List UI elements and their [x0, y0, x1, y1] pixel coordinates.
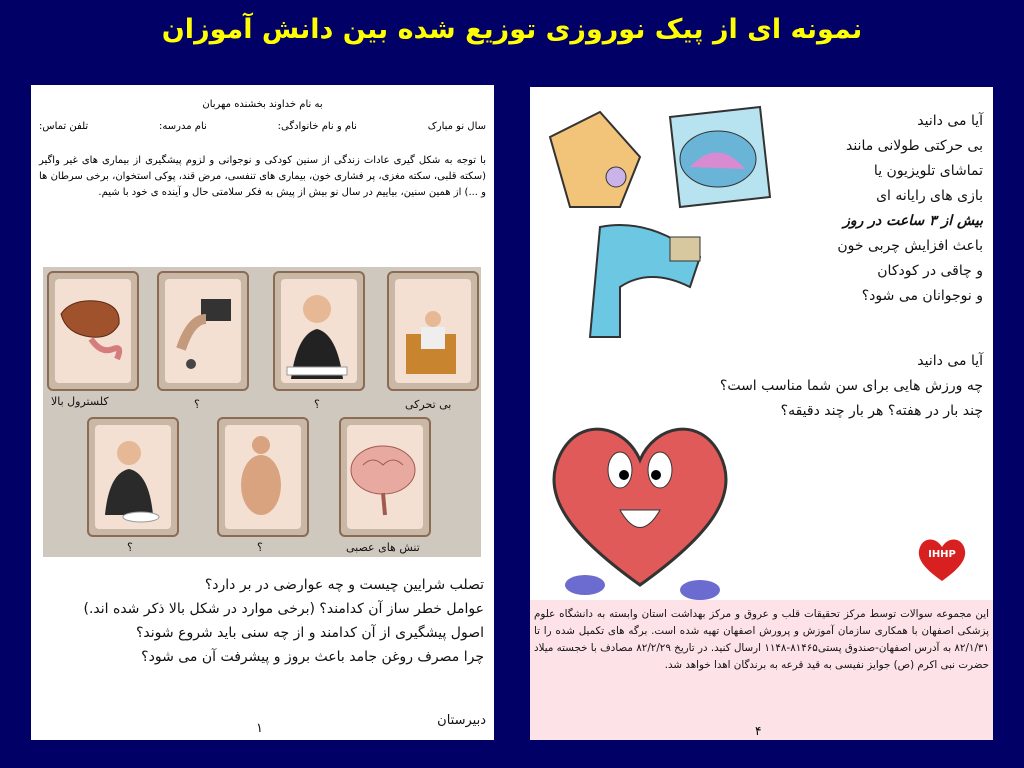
did-you-know-box-1: آیا می دانید بی حرکتی طولانی مانند تماشای تلویزیون یا بازی های رایانه ای بیش از ۳ ساعت در روز باعث افزایش چربی خون و چاقی در کودکان و نوجوانان می شود؟ [837, 113, 983, 304]
tile-smoking-man [273, 271, 365, 391]
ihhp-logo [914, 533, 970, 583]
caption-inactivity: بی تحرکی [405, 398, 452, 411]
field-new-year: سال نو مبارک [427, 121, 486, 132]
tile-blood-pressure [157, 271, 249, 391]
running-heart-illustration [530, 405, 750, 605]
caption-q1: ؟ [194, 398, 200, 411]
question-item: عوامل خطر ساز آن کدامند؟ (برخی موارد در شکل بالا ذکر شده اند.) [83, 601, 484, 617]
tile-cholesterol [47, 271, 139, 391]
caption-q3: ؟ [127, 541, 133, 554]
question-item: اصول پیشگیری از آن کدامند و از چه سنی باید شروع شوند؟ [136, 625, 484, 641]
school-label: دبیرستان [437, 713, 486, 728]
right-page [530, 87, 993, 740]
form-fields [39, 121, 486, 132]
risk-factor-grid [43, 267, 481, 557]
question-item: چرا مصرف روغن جامد باعث بروز و پیشرفت آن می شود؟ [141, 649, 484, 665]
tile-obesity [217, 417, 309, 537]
caption-cholesterol: کلسترول بالا [51, 395, 109, 408]
page-number-right: ۴ [755, 724, 762, 738]
info-band [530, 600, 993, 740]
caption-q4: ؟ [257, 541, 263, 554]
tile-brain-stress [339, 417, 431, 537]
did-you-know-box-2: آیا می دانید چه ورزش هایی برای سن شما مناسب است؟ چند بار در هفته؟ هر بار چند دقیقه؟ [719, 353, 983, 419]
slide-title: نمونه ای از پیک نوروزی توزیع شده بین دانش آموزان [161, 14, 863, 45]
field-name: نام و نام خانوادگی: [277, 121, 357, 132]
caption-q2: ؟ [314, 398, 320, 411]
tile-eating-man [87, 417, 179, 537]
left-page [31, 85, 494, 740]
field-phone: تلفن تماس: [39, 121, 89, 132]
question-list [84, 573, 485, 669]
field-school: نام مدرسه: [159, 121, 207, 132]
caption-stress: تنش های عصبی [346, 541, 420, 554]
logo-text: IHHP [928, 549, 956, 560]
question-item: تصلب شرایین چیست و چه عوارضی در بر دارد؟ [204, 577, 484, 593]
page-number: ۱ [256, 721, 263, 736]
tv-child-illustration [530, 97, 790, 347]
tile-inactivity [387, 271, 479, 391]
page-header: به نام خداوند بخشنده مهربان [202, 99, 323, 110]
intro-paragraph: با توجه به شکل گیری عادات زندگی از سنین کودکی و نوجوانی و لزوم پیشگیری از بیماری های غیر واگیر (سکته قلبی، سکته مغزی، پر فشاری خون، بیماری های تنفسی، مرض قند، پوکی استخوان، برخی سرطان ها و ...) از همین سنین، بیاییم در سال نو بیش از پیش به فکر سلامتی حال و آینده ی خود با شیم. [39, 155, 486, 198]
info-text: این مجموعه سوالات توسط مرکز تحقیقات قلب و عروق و مرکز بهداشت استان وابسته به دانشگاه علوم پزشکی اصفهان با همکاری سازمان آموزش و پرورش اصفهان تهیه شده است. برگه های تکمیل شده را تا ۸۲/۱/۳۱ به آدرس اصفهان-صندوق پستی۸۱۴۶۵-۱۱۴۸ ارسال کنید. در تاریخ ۸۲/۲/۲۹ مصادف با خجسته میلاد حضرت نبی اکرم (ص) جوایز نفیسی به قید قرعه به برندگان اهدا خواهد شد. [534, 608, 989, 671]
